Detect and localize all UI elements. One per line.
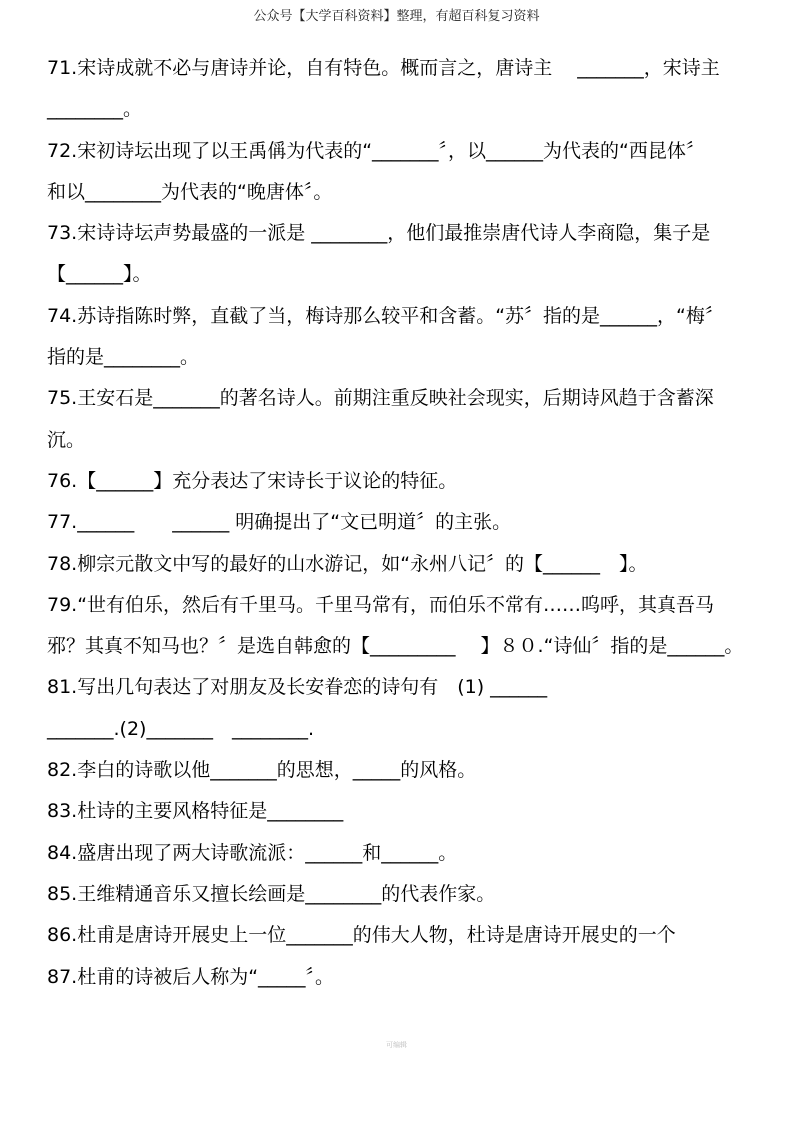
question-line: 79.“世有伯乐，然后有千里马。千里马常有，而伯乐不常有……呜呼，其真吾马: [47, 593, 715, 616]
question-line: 73.宋诗诗坛声势最盛的一派是 ________，他们最推崇唐代诗人李商隐，集子是: [47, 222, 711, 245]
page-footer: 可编辑: [386, 1041, 407, 1049]
question-line: 72.宋初诗坛出现了以王禹偁为代表的“_______〞，以______为代表的“西昆体〞: [47, 139, 705, 162]
question-line: 71.宋诗成就不必与唐诗并论，自有特色。概而言之，唐诗主 _______，宋诗主: [47, 57, 720, 79]
question-line: 81.写出几句表达了对朋友及长安眷恋的诗句有 (1) ______: [47, 676, 548, 699]
question-line: _______.(2)_______ ________.: [47, 717, 314, 740]
question-list: [47, 48, 752, 998]
question-line: 85.王维精通音乐又擅长绘画是________的代表作家。: [47, 882, 496, 905]
question-line: 74.苏诗指陈时弊，直截了当，梅诗那么较平和含蓄。“苏〞指的是______，“梅〞: [47, 304, 724, 327]
question-line: 78.柳宗元散文中写的最好的山水游记，如“永州八记〞的【______ 】。: [47, 552, 648, 575]
question-line: 76.【______】充分表达了宋诗长于议论的特征。: [47, 469, 458, 492]
question-line: 【______】。: [47, 263, 152, 286]
question-line: 77.______ ______ 明确提出了“文已明道〞的主张。: [47, 511, 512, 534]
question-line: 邪？其真不知马也？〞是选自韩愈的【_________ 】８０.“诗仙〞指的是______。: [47, 635, 744, 658]
question-line: 86.杜甫是唐诗开展史上一位_______的伟大人物，杜诗是唐诗开展史的一个: [47, 924, 676, 947]
question-line: ________。: [47, 98, 143, 121]
question-line: 指的是________。: [47, 346, 200, 369]
page-header: 公众号【大学百科资料】整理，有超百科复习资料: [253, 9, 540, 24]
question-line: 82.李白的诗歌以他_______的思想，_____的风格。: [47, 759, 477, 782]
question-line: 和以________为代表的“晚唐体〞。: [47, 180, 333, 203]
question-line: 沉。: [47, 428, 86, 451]
question-line: 83.杜诗的主要风格特征是________: [47, 800, 344, 823]
question-line: 75.王安石是_______的著名诗人。前期注重反映社会现实，后期诗风趋于含蓄深: [47, 387, 714, 410]
question-line: 87.杜甫的诗被后人称为“_____〞。: [47, 965, 335, 988]
question-line: 84.盛唐出现了两大诗歌流派：______和______。: [47, 841, 458, 864]
